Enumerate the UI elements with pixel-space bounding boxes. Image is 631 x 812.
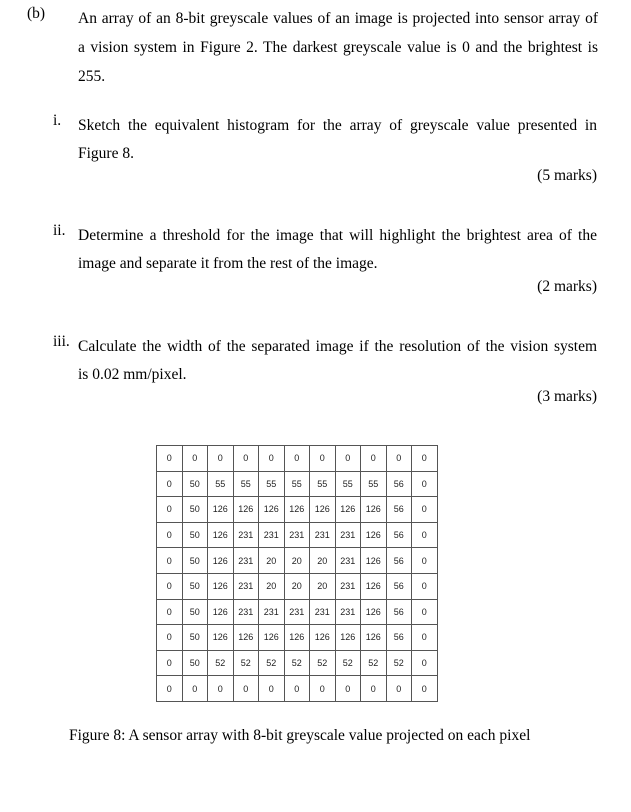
marks-label: (3 marks) <box>537 388 597 405</box>
pixel-cell: 0 <box>412 548 438 574</box>
pixel-cell: 126 <box>335 497 361 523</box>
question-text <box>78 112 597 168</box>
table-row <box>157 625 438 651</box>
pixel-cell: 20 <box>310 548 336 574</box>
pixel-cell: 50 <box>182 522 208 548</box>
question-line: Sketch the equivalent histogram for the array of greyscale value presented in <box>78 117 597 134</box>
question-line: Determine a threshold for the image that will highlight the brightest area of the <box>78 227 597 244</box>
pixel-cell: 0 <box>412 650 438 676</box>
pixel-cell: 0 <box>412 599 438 625</box>
pixel-cell: 231 <box>335 522 361 548</box>
marks-label: (2 marks) <box>537 278 597 295</box>
pixel-cell: 0 <box>412 676 438 702</box>
table-row <box>157 650 438 676</box>
pixel-cell: 231 <box>233 522 259 548</box>
intro-paragraph <box>78 4 598 91</box>
pixel-cell: 0 <box>412 446 438 472</box>
table-row <box>157 522 438 548</box>
pixel-cell: 52 <box>335 650 361 676</box>
table-row <box>157 471 438 497</box>
question-line: is 0.02 mm/pixel. <box>78 366 187 383</box>
pixel-cell: 55 <box>259 471 285 497</box>
question-number: iii. <box>53 333 70 350</box>
pixel-cell: 50 <box>182 599 208 625</box>
pixel-cell: 50 <box>182 625 208 651</box>
pixel-cell: 126 <box>361 625 387 651</box>
pixel-cell: 0 <box>157 625 183 651</box>
pixel-cell: 56 <box>386 548 412 574</box>
pixel-cell: 55 <box>361 471 387 497</box>
pixel-cell: 56 <box>386 497 412 523</box>
pixel-cell: 52 <box>310 650 336 676</box>
pixel-cell: 0 <box>259 446 285 472</box>
pixel-cell: 0 <box>157 522 183 548</box>
pixel-cell: 231 <box>335 599 361 625</box>
pixel-cell: 52 <box>259 650 285 676</box>
pixel-cell: 126 <box>335 625 361 651</box>
question-line: Figure 8. <box>78 145 134 162</box>
pixel-cell: 126 <box>208 625 234 651</box>
pixel-cell: 0 <box>157 676 183 702</box>
pixel-cell: 56 <box>386 599 412 625</box>
pixel-cell: 126 <box>233 625 259 651</box>
pixel-cell: 126 <box>310 497 336 523</box>
pixel-cell: 56 <box>386 522 412 548</box>
pixel-cell: 0 <box>157 650 183 676</box>
pixel-cell: 0 <box>361 676 387 702</box>
pixel-cell: 0 <box>182 446 208 472</box>
pixel-cell: 55 <box>335 471 361 497</box>
pixel-cell: 0 <box>284 676 310 702</box>
pixel-cell: 0 <box>412 522 438 548</box>
pixel-cell: 55 <box>208 471 234 497</box>
sensor-array-table <box>156 445 438 702</box>
question-number: i. <box>53 112 62 129</box>
pixel-cell: 126 <box>259 497 285 523</box>
table-row <box>157 599 438 625</box>
table-row <box>157 497 438 523</box>
pixel-cell: 52 <box>284 650 310 676</box>
pixel-cell: 0 <box>386 676 412 702</box>
table-row <box>157 548 438 574</box>
pixel-cell: 20 <box>259 573 285 599</box>
question-text <box>78 222 597 278</box>
pixel-cell: 0 <box>157 599 183 625</box>
pixel-cell: 126 <box>284 497 310 523</box>
pixel-cell: 126 <box>284 625 310 651</box>
pixel-cell: 56 <box>386 573 412 599</box>
pixel-cell: 0 <box>412 497 438 523</box>
pixel-cell: 126 <box>259 625 285 651</box>
pixel-cell: 0 <box>335 676 361 702</box>
pixel-cell: 0 <box>157 548 183 574</box>
pixel-cell: 231 <box>335 548 361 574</box>
pixel-cell: 0 <box>386 446 412 472</box>
pixel-cell: 231 <box>233 548 259 574</box>
pixel-cell: 126 <box>361 522 387 548</box>
pixel-cell: 50 <box>182 497 208 523</box>
pixel-cell: 55 <box>284 471 310 497</box>
pixel-cell: 0 <box>310 676 336 702</box>
pixel-cell: 0 <box>208 676 234 702</box>
pixel-cell: 231 <box>259 522 285 548</box>
pixel-cell: 20 <box>284 548 310 574</box>
pixel-cell: 0 <box>157 573 183 599</box>
intro-line: 255. <box>78 68 106 85</box>
pixel-cell: 0 <box>361 446 387 472</box>
pixel-cell: 52 <box>386 650 412 676</box>
pixel-cell: 55 <box>310 471 336 497</box>
question-number: ii. <box>53 222 66 239</box>
pixel-cell: 0 <box>412 573 438 599</box>
pixel-cell: 0 <box>157 446 183 472</box>
pixel-cell: 20 <box>259 548 285 574</box>
table-row <box>157 446 438 472</box>
pixel-cell: 0 <box>412 471 438 497</box>
pixel-cell: 52 <box>233 650 259 676</box>
pixel-cell: 126 <box>310 625 336 651</box>
pixel-cell: 126 <box>208 522 234 548</box>
pixel-cell: 0 <box>233 446 259 472</box>
pixel-cell: 0 <box>182 676 208 702</box>
pixel-cell: 0 <box>412 625 438 651</box>
pixel-cell: 50 <box>182 573 208 599</box>
pixel-cell: 0 <box>157 471 183 497</box>
pixel-cell: 20 <box>310 573 336 599</box>
pixel-cell: 126 <box>208 599 234 625</box>
pixel-cell: 126 <box>208 497 234 523</box>
pixel-cell: 231 <box>310 599 336 625</box>
pixel-cell: 126 <box>208 548 234 574</box>
figure-caption: Figure 8: A sensor array with 8-bit greyscale value projected on each pixel <box>69 727 531 744</box>
table-row <box>157 676 438 702</box>
part-label: (b) <box>27 5 46 22</box>
question-line: Calculate the width of the separated image if the resolution of the vision system <box>78 338 597 355</box>
pixel-cell: 231 <box>233 573 259 599</box>
pixel-cell: 126 <box>361 548 387 574</box>
intro-line: An array of an 8-bit greyscale values of an image is projected into sensor array of <box>78 10 598 27</box>
pixel-cell: 126 <box>361 573 387 599</box>
pixel-cell: 56 <box>386 625 412 651</box>
pixel-cell: 0 <box>233 676 259 702</box>
pixel-cell: 52 <box>361 650 387 676</box>
pixel-cell: 50 <box>182 548 208 574</box>
pixel-cell: 231 <box>259 599 285 625</box>
pixel-cell: 52 <box>208 650 234 676</box>
pixel-cell: 0 <box>310 446 336 472</box>
pixel-cell: 126 <box>361 599 387 625</box>
marks-label: (5 marks) <box>537 167 597 184</box>
pixel-cell: 50 <box>182 471 208 497</box>
table-row <box>157 573 438 599</box>
pixel-cell: 126 <box>361 497 387 523</box>
intro-line: a vision system in Figure 2. The darkest greyscale value is 0 and the brightest is <box>78 39 598 56</box>
pixel-cell: 126 <box>208 573 234 599</box>
pixel-cell: 56 <box>386 471 412 497</box>
pixel-cell: 0 <box>157 497 183 523</box>
pixel-cell: 231 <box>284 522 310 548</box>
pixel-cell: 0 <box>208 446 234 472</box>
pixel-cell: 55 <box>233 471 259 497</box>
question-text <box>78 333 597 389</box>
pixel-cell: 20 <box>284 573 310 599</box>
pixel-cell: 231 <box>284 599 310 625</box>
pixel-cell: 50 <box>182 650 208 676</box>
pixel-cell: 0 <box>335 446 361 472</box>
pixel-cell: 231 <box>310 522 336 548</box>
question-line: image and separate it from the rest of the image. <box>78 255 378 272</box>
pixel-cell: 231 <box>233 599 259 625</box>
pixel-cell: 126 <box>233 497 259 523</box>
pixel-cell: 231 <box>335 573 361 599</box>
pixel-cell: 0 <box>259 676 285 702</box>
pixel-cell: 0 <box>284 446 310 472</box>
